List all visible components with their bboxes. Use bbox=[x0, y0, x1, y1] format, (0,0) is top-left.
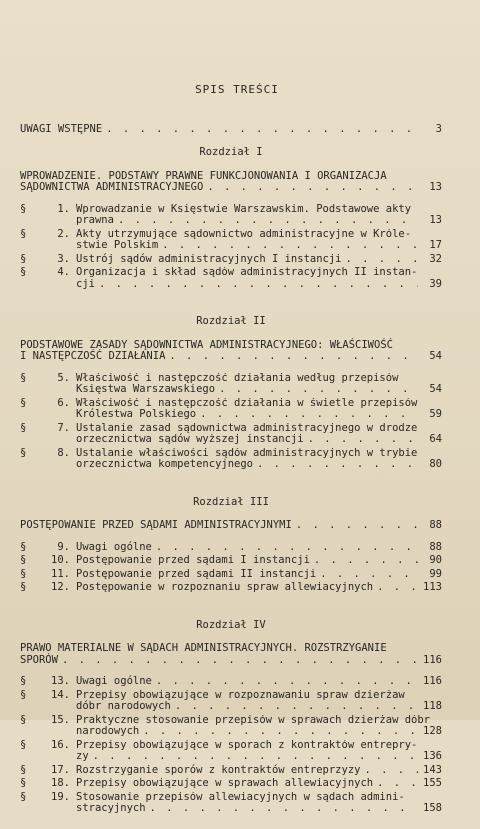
section-symbol: § bbox=[20, 371, 27, 384]
entry-text: zy bbox=[76, 750, 89, 762]
toc-entry bbox=[20, 373, 442, 396]
entry-text: Ustrój sądów administracyjnych I instancji bbox=[76, 252, 342, 265]
chapters-container bbox=[20, 147, 442, 829]
entry-body bbox=[76, 267, 442, 290]
entry-page-number: 143 bbox=[423, 763, 442, 776]
entry-body bbox=[76, 204, 442, 227]
entry-text: prawna bbox=[76, 214, 114, 226]
chapter-section bbox=[20, 316, 442, 485]
entry-page-number: 54 bbox=[429, 383, 442, 395]
leader-dots bbox=[150, 803, 418, 815]
entry-body bbox=[76, 676, 442, 688]
entry-text: Królestwa Polskiego bbox=[76, 408, 197, 420]
toc-entry bbox=[20, 423, 442, 446]
toc-entry bbox=[20, 542, 442, 554]
toc-entry bbox=[20, 676, 442, 688]
chapter-title-text: SPORÓW bbox=[20, 653, 58, 666]
entry-text-line: Ustalanie właściwości sądów administracyjnych w trybie bbox=[76, 447, 418, 459]
entry-text-line: Przepisy obowiązujące w sporach z kontraktów entrepry- bbox=[76, 739, 418, 751]
entry-text-line: Właściwość i następczość działania według przepisów bbox=[76, 372, 399, 384]
section-number: 19. bbox=[51, 790, 70, 803]
toc-entry bbox=[20, 765, 442, 777]
entry-text-line: Stosowanie przepisów allewiacyjnych w sądach admini- bbox=[76, 791, 405, 803]
chapter-title-line bbox=[20, 520, 442, 532]
toc-entry bbox=[20, 715, 442, 738]
entry-text-line bbox=[76, 409, 442, 421]
chapter-section bbox=[20, 497, 442, 608]
entry-body bbox=[76, 569, 442, 581]
toc-entry bbox=[20, 204, 442, 227]
section-number: 15. bbox=[51, 713, 70, 726]
spacer bbox=[20, 666, 442, 674]
entry-text: Rozstrzyganie sporów z kontraktów entreprzyzy bbox=[76, 763, 361, 776]
entry-text-line bbox=[76, 240, 442, 252]
section-number: 3. bbox=[57, 252, 70, 265]
entry-text: Uwagi ogólne bbox=[76, 540, 152, 553]
chapter-page-number: 116 bbox=[423, 653, 442, 666]
leader-dots bbox=[169, 351, 418, 363]
section-number: 16. bbox=[51, 738, 70, 751]
section-number: 9. bbox=[57, 540, 70, 553]
chapter-title-line: WPROWADZENIE. PODSTAWY PRAWNE FUNKCJONOWANIA I ORGANIZACJA bbox=[20, 169, 387, 182]
spacer bbox=[20, 363, 442, 371]
entry-page-number: 59 bbox=[429, 408, 442, 420]
leader-dots bbox=[377, 778, 418, 790]
chapter-heading: Rozdział II bbox=[196, 315, 266, 327]
chapter-heading: Rozdział III bbox=[193, 495, 269, 508]
leader-dots bbox=[346, 254, 418, 266]
entry-body bbox=[76, 715, 442, 738]
section-number: 11. bbox=[51, 567, 70, 580]
toc-entry bbox=[20, 254, 442, 266]
entry-body bbox=[76, 792, 442, 815]
entry-text-line: Wprowadzanie w Księstwie Warszawskim. Podstawowe akty bbox=[76, 203, 412, 215]
entry-text-line bbox=[76, 434, 442, 446]
entry-text-line bbox=[76, 254, 442, 266]
entry-page-number: 155 bbox=[423, 777, 442, 789]
chapter-title-line bbox=[20, 182, 442, 194]
section-symbol: § bbox=[20, 202, 27, 215]
leader-dots bbox=[175, 701, 418, 713]
entry-page-number: 13 bbox=[429, 214, 442, 226]
chapter-title-line: PODSTAWOWE ZASADY SĄDOWNICTWA ADMINISTRACYJNEGO: WŁAŚCIWOŚĆ bbox=[20, 338, 393, 351]
section-number: 17. bbox=[51, 763, 70, 776]
leader-dots bbox=[143, 726, 418, 738]
toc-entry bbox=[20, 555, 442, 567]
chapter-title bbox=[20, 171, 442, 194]
entry-text: stracyjnych bbox=[76, 802, 146, 814]
entry-body bbox=[76, 448, 442, 471]
section-symbol: § bbox=[20, 227, 27, 240]
entry-page-number: 136 bbox=[423, 750, 442, 762]
section-symbol: § bbox=[20, 421, 27, 434]
entry-text-line bbox=[76, 555, 442, 567]
entry-text-line bbox=[76, 569, 442, 581]
entry-text-line bbox=[76, 542, 442, 554]
entry-text: narodowych bbox=[76, 725, 140, 737]
entry-text: orzecznictwa kompetencyjnego bbox=[76, 458, 254, 470]
section-symbol: § bbox=[20, 790, 27, 803]
entry-page-number: 64 bbox=[429, 433, 442, 445]
entry-text-line bbox=[76, 384, 442, 396]
entry-text-line: Właściwość i następczość działania w świetle przepisów bbox=[76, 397, 418, 409]
leader-dots bbox=[156, 676, 418, 688]
spacer bbox=[20, 532, 442, 540]
spacer bbox=[20, 194, 442, 202]
section-number: 6. bbox=[57, 396, 70, 409]
chapter-section bbox=[20, 620, 442, 829]
entry-text: Postępowanie przed sądami II instancji bbox=[76, 567, 317, 580]
leader-dots bbox=[62, 655, 418, 667]
entry-page-number: 113 bbox=[423, 581, 442, 593]
section-number: 5. bbox=[57, 371, 70, 384]
leader-dots bbox=[296, 520, 418, 532]
chapter-page-number: 54 bbox=[429, 350, 442, 362]
section-symbol: § bbox=[20, 763, 27, 776]
entry-page-number: 32 bbox=[429, 252, 442, 265]
entry-text-line bbox=[76, 751, 442, 763]
leader-dots bbox=[99, 279, 418, 291]
spacer bbox=[20, 594, 442, 608]
entry-body bbox=[76, 555, 442, 567]
entry-text-line: Organizacja i skład sądów administracyjnych II instan- bbox=[76, 267, 418, 278]
leader-dots bbox=[314, 555, 418, 567]
page-title: SPIS TREŚCI bbox=[195, 83, 279, 96]
leader-dots bbox=[207, 182, 418, 194]
entry-page-number: 116 bbox=[423, 675, 442, 687]
chapter-title-text: POSTĘPOWANIE PRZED SĄDAMI ADMINISTRACYJNYMI bbox=[20, 519, 292, 531]
toc-entry bbox=[20, 778, 442, 790]
entry-page-number: 118 bbox=[423, 700, 442, 712]
leader-dots bbox=[219, 384, 418, 396]
section-symbol: § bbox=[20, 554, 27, 566]
section-number: 1. bbox=[57, 202, 70, 215]
leader-dots bbox=[162, 240, 418, 252]
entry-body bbox=[76, 542, 442, 554]
entry-text-line bbox=[76, 676, 442, 688]
toc-entry bbox=[20, 398, 442, 421]
table-of-contents bbox=[20, 84, 442, 829]
section-symbol: § bbox=[20, 675, 27, 687]
section-symbol: § bbox=[20, 688, 27, 701]
entry-text: cji bbox=[76, 277, 95, 290]
chapter-title bbox=[20, 643, 442, 666]
entry-text-line bbox=[76, 279, 442, 291]
entry-body bbox=[76, 398, 442, 421]
entry-body bbox=[76, 778, 442, 790]
chapter-heading: Rozdział I bbox=[199, 146, 263, 158]
section-symbol: § bbox=[20, 777, 27, 789]
entry-body bbox=[76, 690, 442, 713]
toc-entry bbox=[20, 690, 442, 713]
entry-page-number: 39 bbox=[429, 277, 442, 290]
entry-text-line bbox=[76, 803, 442, 815]
section-number: 12. bbox=[51, 581, 70, 593]
section-number: 4. bbox=[57, 266, 70, 278]
chapter-title-line bbox=[20, 655, 442, 667]
section-number: 7. bbox=[57, 421, 70, 434]
entry-text-line bbox=[76, 726, 442, 738]
entry-page-number: 128 bbox=[423, 725, 442, 737]
leader-dots bbox=[364, 765, 418, 777]
leader-dots bbox=[200, 409, 418, 421]
entry-text-line bbox=[76, 701, 442, 713]
entry-text-line: Akty utrzymujące sądownictwo administracyjne w Króle- bbox=[76, 228, 412, 240]
entry-body bbox=[76, 423, 442, 446]
entry-text: dóbr narodowych bbox=[76, 700, 171, 712]
entry-text-line: Przepisy obowiązujące w rozpoznawaniu spraw dzierżaw bbox=[76, 689, 405, 701]
entry-body bbox=[76, 373, 442, 396]
section-number: 2. bbox=[57, 227, 70, 240]
toc-entry bbox=[20, 582, 442, 594]
entry-text: Postępowanie przed sądami I instancji bbox=[76, 554, 310, 566]
section-symbol: § bbox=[20, 581, 27, 593]
entry-body bbox=[76, 229, 442, 252]
leader-dots bbox=[106, 124, 418, 136]
toc-entry bbox=[20, 267, 442, 290]
spacer bbox=[20, 290, 442, 304]
toc-intro-line bbox=[20, 124, 442, 136]
chapter-title-text: I NASTĘPCZOŚĆ DZIAŁANIA bbox=[20, 350, 166, 362]
entry-text-line bbox=[76, 459, 442, 471]
entry-text: Przepisy obowiązujące w sprawach allewiacyjnych bbox=[76, 777, 374, 789]
leader-dots bbox=[257, 459, 418, 471]
section-symbol: § bbox=[20, 396, 27, 409]
entry-body bbox=[76, 765, 442, 777]
section-symbol: § bbox=[20, 540, 27, 553]
chapter-page-number: 88 bbox=[429, 519, 442, 531]
chapter-title bbox=[20, 340, 442, 363]
entry-page-number: 88 bbox=[429, 540, 442, 553]
entry-page-number: 158 bbox=[423, 802, 442, 814]
entry-text-line bbox=[76, 215, 442, 227]
section-symbol: § bbox=[20, 713, 27, 726]
toc-entry bbox=[20, 569, 442, 581]
section-number: 8. bbox=[57, 446, 70, 459]
leader-dots bbox=[308, 434, 418, 446]
entry-text-line bbox=[76, 778, 442, 790]
chapter-title-line bbox=[20, 351, 442, 363]
entry-body bbox=[76, 740, 442, 763]
entry-page-number: 17 bbox=[429, 239, 442, 251]
entry-text: orzecznictwa sądów wyższej instancji bbox=[76, 433, 304, 445]
spacer bbox=[20, 815, 442, 829]
chapter-section bbox=[20, 147, 442, 304]
section-number: 13. bbox=[51, 675, 70, 687]
entry-text-line bbox=[76, 765, 442, 777]
entry-page-number: 90 bbox=[429, 554, 442, 566]
toc-entry bbox=[20, 792, 442, 815]
leader-dots bbox=[118, 215, 418, 227]
leader-dots bbox=[377, 582, 418, 594]
chapter-page-number: 13 bbox=[429, 181, 442, 193]
leader-dots bbox=[320, 569, 418, 581]
entry-text-line: Ustalanie zasad sądownictwa administracyjnego w drodze bbox=[76, 422, 418, 434]
entry-text-line bbox=[76, 582, 442, 594]
chapter-heading: Rozdział IV bbox=[196, 618, 266, 631]
spacer bbox=[20, 471, 442, 485]
section-symbol: § bbox=[20, 567, 27, 580]
entry-page-number: 80 bbox=[429, 458, 442, 470]
entry-text: stwie Polskim bbox=[76, 239, 159, 251]
entry-text: Księstwa Warszawskiego bbox=[76, 383, 216, 395]
section-number: 10. bbox=[51, 554, 70, 566]
toc-entry bbox=[20, 740, 442, 763]
entry-text-line: Praktyczne stosowanie przepisów w sprawach dzierżaw dóbr bbox=[76, 714, 431, 726]
chapter-title-line: PRAWO MATERIALNE W SĄDACH ADMINISTRACYJNYCH. ROZSTRZYGANIE bbox=[20, 642, 387, 654]
toc-intro-label: UWAGI WSTĘPNE bbox=[20, 122, 103, 135]
leader-dots bbox=[93, 751, 418, 763]
toc-intro-page: 3 bbox=[435, 122, 442, 135]
section-symbol: § bbox=[20, 252, 27, 265]
entry-body bbox=[76, 254, 442, 266]
entry-page-number: 99 bbox=[429, 567, 442, 580]
entry-body bbox=[76, 582, 442, 594]
toc-entry bbox=[20, 229, 442, 252]
entry-text: Uwagi ogólne bbox=[76, 675, 152, 687]
chapter-title-text: SĄDOWNICTWA ADMINISTRACYJNEGO bbox=[20, 181, 204, 193]
section-number: 14. bbox=[51, 688, 70, 701]
leader-dots bbox=[156, 542, 418, 554]
section-symbol: § bbox=[20, 738, 27, 751]
section-symbol: § bbox=[20, 446, 27, 459]
section-number: 18. bbox=[51, 777, 70, 789]
section-symbol: § bbox=[20, 266, 27, 278]
toc-entry bbox=[20, 448, 442, 471]
entry-text: Postępowanie w rozpoznaniu spraw allewiacyjnych bbox=[76, 581, 374, 593]
chapter-title bbox=[20, 520, 442, 532]
